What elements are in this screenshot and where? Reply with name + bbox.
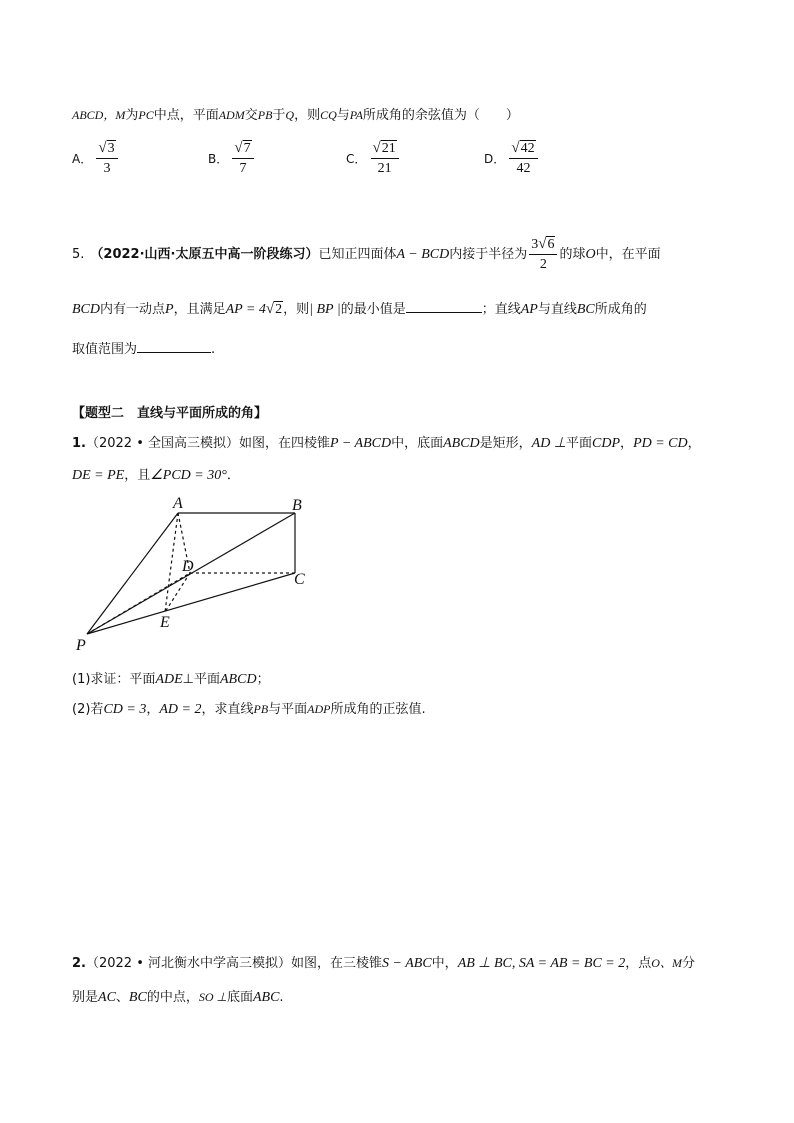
- p1-pd-cd: PD = CD: [633, 436, 688, 451]
- section-title: 【题型二 直线与平面所成的角】: [72, 406, 268, 421]
- edge-ae: [165, 513, 178, 612]
- q4-abcd: ABCD，: [72, 108, 116, 122]
- edge-pb: [87, 513, 295, 634]
- p2-text: 中，: [431, 956, 458, 971]
- option-fraction: $\frac{√7}{7}$: [232, 140, 253, 177]
- q4-cq: CQ: [320, 108, 337, 122]
- q4-option-a: [72, 140, 118, 177]
- p1-text: 中，底面: [391, 436, 444, 451]
- p1-abcd: ABCD: [443, 436, 480, 451]
- p1-text: ，: [620, 436, 634, 451]
- edge-pa: [87, 513, 178, 634]
- p2-line2: [72, 986, 284, 1006]
- q5-bc: BC: [576, 302, 595, 317]
- p1-text: 平面: [566, 436, 593, 451]
- label-d: D: [182, 558, 194, 575]
- q4-pb: PB: [257, 108, 273, 122]
- p1-text: ，: [687, 436, 701, 451]
- p2-abc: ABC: [252, 990, 280, 1005]
- p1-ad: AD = 2: [159, 702, 202, 717]
- q5-text: 的球: [559, 247, 586, 262]
- q5-bcd: BCD: [72, 302, 100, 317]
- q5-line1: [72, 236, 661, 273]
- q5-answer-blank-2[interactable]: [137, 340, 211, 353]
- q4-text-g: 所成角的余弦值为（ ）: [362, 108, 519, 123]
- p2-text: 分: [681, 956, 695, 971]
- edge-de: [165, 573, 190, 612]
- p1-text: ．: [226, 468, 240, 483]
- q5-text: 中，在平面: [595, 247, 661, 262]
- q5-text: 的最小值是: [340, 302, 406, 317]
- p1-text: 求证：平面: [90, 672, 156, 687]
- q4-text-b: 中点，平面: [153, 108, 219, 123]
- q5-source: （2022·山西·太原五中高一阶段练习）: [90, 247, 319, 262]
- q5-sqrt2: √2: [265, 301, 283, 317]
- q4-text-a: 为: [125, 108, 139, 123]
- p2-number: 2.: [72, 956, 86, 971]
- q4-text-d: 于: [272, 108, 286, 123]
- p1-sub1: [72, 668, 270, 688]
- label-e: E: [160, 614, 170, 631]
- q4-pc: PC: [138, 108, 154, 122]
- p2-pyramid: S − ABC: [382, 956, 432, 971]
- q5-tetrahedron: A − BCD: [396, 247, 450, 262]
- option-fraction: $\frac{√21}{21}$: [371, 140, 399, 177]
- p1-cdp: CDP: [592, 436, 621, 451]
- q4-option-d: [484, 140, 538, 177]
- q5-text: 内有一动点: [100, 302, 166, 317]
- label-a: A: [173, 495, 183, 512]
- p1-line1: [72, 432, 701, 452]
- p1-text: ；: [256, 672, 270, 687]
- label-p: P: [76, 637, 86, 654]
- p1-ade: ADE: [155, 672, 183, 687]
- p1-angle: ∠PCD = 30°: [150, 468, 227, 483]
- p2-text: 的中点，: [146, 990, 199, 1005]
- p2-text: 底面: [226, 990, 253, 1005]
- edge-pc: [87, 573, 295, 634]
- q5-text: 取值范围为: [72, 342, 138, 357]
- q4-stem: [72, 104, 519, 123]
- option-label: D．: [484, 152, 506, 166]
- p1-sub2: [72, 698, 426, 718]
- p1-text: ，且: [124, 468, 151, 483]
- q5-text: ；直线: [481, 302, 521, 317]
- p1-text: 如图，在四棱锥: [239, 436, 331, 451]
- p1-text: 与平面: [268, 702, 308, 717]
- q5-text: ，且满足: [173, 302, 226, 317]
- q5-line2: [72, 298, 647, 318]
- q5-o: O: [585, 247, 596, 262]
- p1-text: 是矩形，: [479, 436, 532, 451]
- label-b: B: [292, 497, 302, 514]
- q5-text: 与直线: [537, 302, 577, 317]
- p2-bc: BC: [128, 990, 147, 1005]
- q4-option-c: [346, 140, 399, 177]
- p1-text: 若: [90, 702, 104, 717]
- q5-ap-eq: AP = 4: [225, 302, 266, 317]
- p1-abcd-2: ABCD: [220, 672, 257, 687]
- q5-line3: [72, 338, 215, 357]
- p2-ac: AC: [98, 990, 116, 1005]
- q5-text: ，则: [283, 302, 310, 317]
- p2-line1: [72, 952, 695, 972]
- p2-text: 、: [115, 990, 129, 1005]
- p1-perp: ⊥: [182, 672, 194, 687]
- p2-so: SO ⊥: [198, 990, 227, 1004]
- q4-adm: ADM: [218, 108, 245, 122]
- p1-ad-perp: AD ⊥: [531, 436, 567, 451]
- q4-text-f: 与: [336, 108, 350, 123]
- p1-source: （2022 • 全国高三模拟）: [85, 436, 240, 451]
- p1-text: ，求直线: [201, 702, 254, 717]
- p2-source: （2022 • 河北衡水中学高三模拟）: [85, 956, 292, 971]
- q4-m: M: [115, 108, 126, 122]
- p1-text: 平面: [193, 672, 220, 687]
- p1-text: 所成角的正弦值.: [330, 702, 426, 717]
- q4-pa: PA: [349, 108, 363, 122]
- q5-text: 已知正四面体: [318, 247, 397, 262]
- q4-text-e: ，则: [294, 108, 321, 123]
- option-fraction: $\frac{√42}{42}$: [509, 140, 537, 177]
- q5-radius-fraction: $\frac{3√6}{2}$: [529, 236, 557, 273]
- p1-adp: ADP: [307, 702, 331, 716]
- p2-text: 如图，在三棱锥: [291, 956, 383, 971]
- p2-condition: AB ⊥ BC, SA = AB = BC = 2: [457, 956, 626, 971]
- q5-bp: | BP |: [309, 302, 341, 317]
- q5-answer-blank-1[interactable]: [406, 300, 482, 313]
- q4-option-b: [208, 140, 254, 177]
- q5-ap: AP: [520, 302, 538, 317]
- p2-om: O、M: [651, 956, 682, 970]
- q5-p: P: [165, 302, 174, 317]
- p2-text: .: [279, 990, 284, 1005]
- edge-pd: [87, 573, 190, 634]
- q5-text: .: [211, 342, 216, 357]
- p1-line2: [72, 464, 240, 484]
- option-label: A．: [72, 152, 93, 166]
- q5-text: 内接于半径为: [449, 247, 528, 262]
- p2-text: 别是: [72, 990, 99, 1005]
- q4-text-c: 交: [244, 108, 258, 123]
- p1-text: ，: [146, 702, 160, 717]
- p1-cd: CD = 3: [103, 702, 147, 717]
- p2-text: ，点: [625, 956, 652, 971]
- p1-sub2-tag: (2): [72, 702, 91, 717]
- label-c: C: [294, 571, 305, 588]
- option-fraction: $\frac{√3}{3}$: [96, 140, 117, 177]
- q5-text: 所成角的: [594, 302, 647, 317]
- p1-pb: PB: [253, 702, 269, 716]
- p1-pyramid: P − ABCD: [330, 436, 392, 451]
- p1-de-pe: DE = PE: [72, 468, 125, 483]
- option-label: B．: [208, 152, 229, 166]
- option-label: C．: [346, 152, 367, 166]
- q5-number: 5.: [72, 247, 85, 262]
- p1-number: 1.: [72, 436, 86, 451]
- p1-sub1-tag: (1): [72, 672, 91, 687]
- edge-ad: [178, 513, 190, 573]
- q4-q: Q: [285, 108, 295, 122]
